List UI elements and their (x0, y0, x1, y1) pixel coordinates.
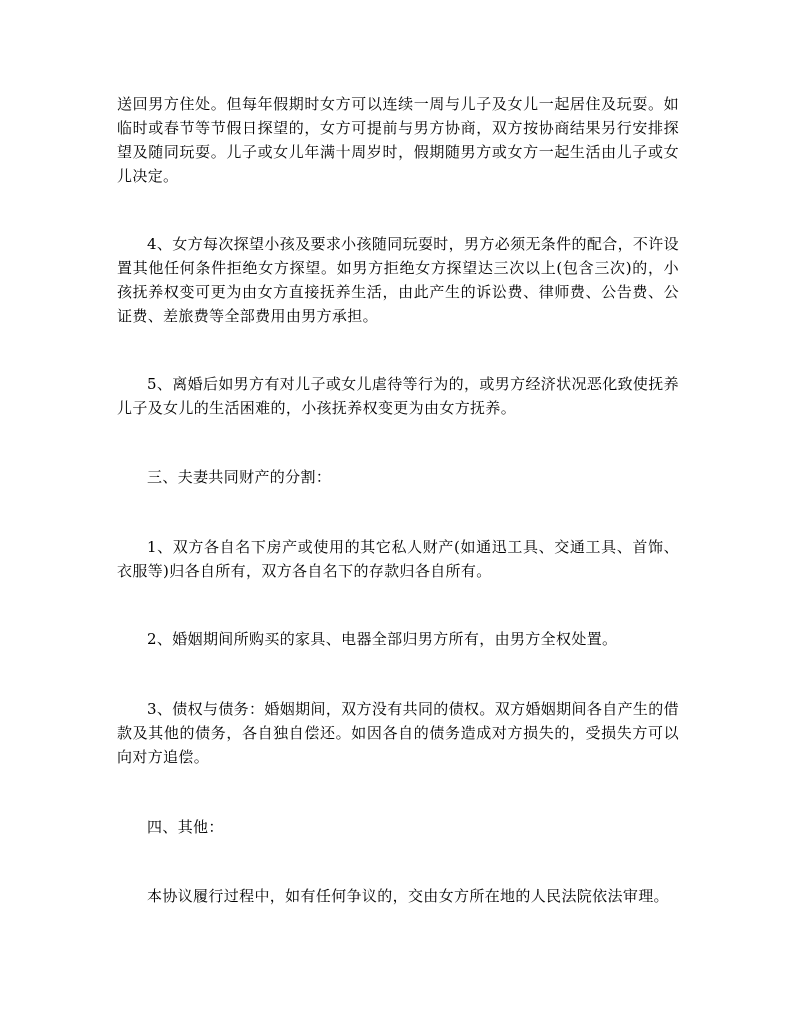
paragraph-clause-4: 4、女方每次探望小孩及要求小孩随同玩耍时，男方必须无条件的配合，不许设置其他任何条件拒绝女方探望。如男方拒绝女方探望达三次以上(包含三次)的，小孩抚养权变可更为由女方直接抚养生活，由此产生的诉讼费、律师费、公告费、公证费、差旅费等全部费用由男方承担。 (117, 235, 679, 325)
paragraph-property-clause-2: 2、婚姻期间所购买的家具、电器全部归男方所有，由男方全权处置。 (147, 630, 618, 648)
paragraph-visitation-continued: 送回男方住处。但每年假期时女方可以连续一周与儿子及女儿一起居住及玩耍。如临时或春节等节假日探望的，女方可提前与男方协商，双方按协商结果另行安排探望及随同玩耍。儿子或女儿年满十周岁时，假期随男方或女方一起生活由儿子或女儿决定。 (117, 95, 679, 185)
paragraph-property-clause-1: 1、双方各自名下房产或使用的其它私人财产(如通迅工具、交通工具、首饰、衣服等)归各自所有，双方各自名下的存款归各自所有。 (117, 538, 679, 580)
paragraph-dispute-resolution: 本协议履行过程中，如有任何争议的，交由女方所在地的人民法院依法审理。 (147, 887, 669, 905)
paragraph-clause-5: 5、离婚后如男方有对儿子或女儿虐待等行为的，或男方经济状况恶化致使抚养儿子及女儿的生活困难的，小孩抚养权变更为由女方抚养。 (117, 375, 679, 417)
section-heading-property-division: 三、夫妻共同财产的分割： (147, 468, 332, 486)
paragraph-property-clause-3: 3、债权与债务：婚姻期间，双方没有共同的债权。双方婚姻期间各自产生的借款及其他的债务，各自独自偿还。如因各自的债务造成对方损失的，受损失方可以向对方追偿。 (117, 700, 679, 766)
section-heading-other: 四、其他： (147, 818, 224, 836)
